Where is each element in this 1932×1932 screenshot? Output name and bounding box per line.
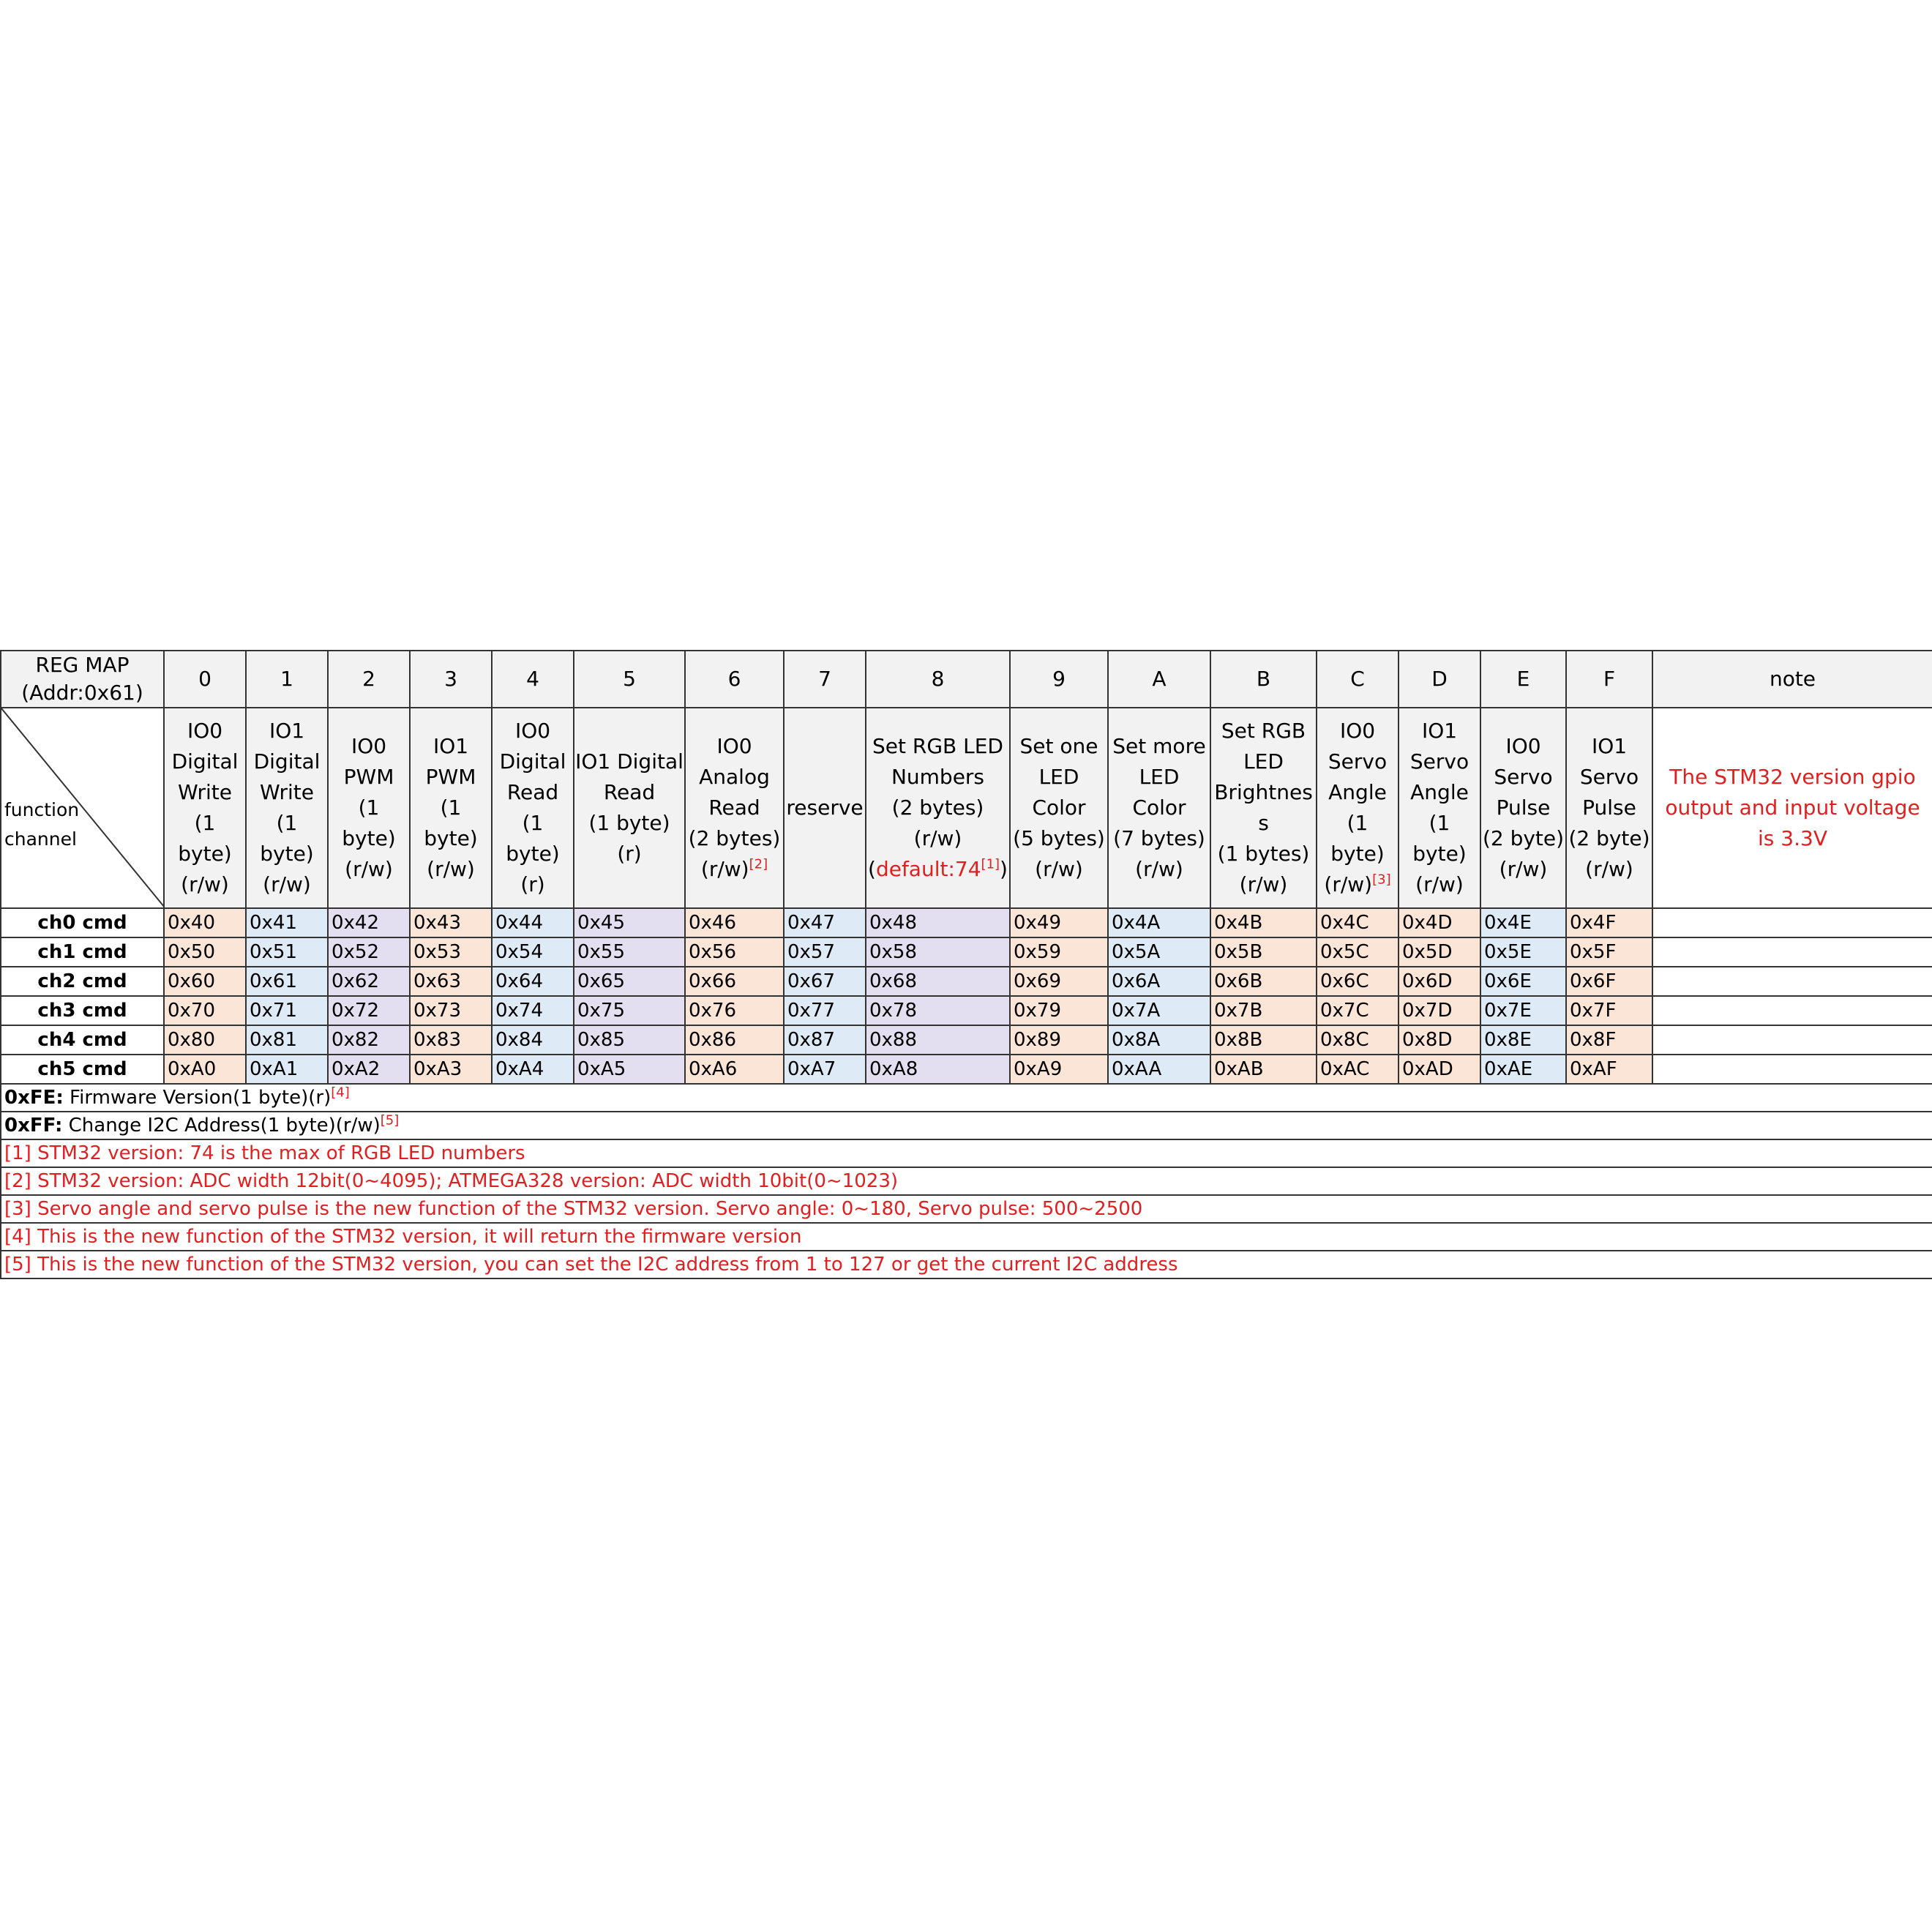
function-line: Servo: [1494, 765, 1553, 789]
footnote-ref: [5]: [380, 1112, 400, 1128]
function-line: Write: [178, 780, 232, 804]
function-line: (r/w): [1499, 857, 1548, 881]
function-cell: [246, 708, 328, 908]
register-cell: 0x7E: [1480, 996, 1566, 1025]
note-empty-cell: [1652, 937, 1932, 967]
register-cell: 0x4F: [1566, 908, 1652, 937]
function-cell: [1317, 708, 1399, 908]
function-line: IO1: [269, 719, 305, 743]
channel-name: ch4 cmd: [1, 1025, 164, 1055]
register-cell: 0x5E: [1480, 937, 1566, 967]
register-cell: 0x47: [784, 908, 866, 937]
footnote-3: [3] Servo angle and servo pulse is the new function of the STM32 version. Servo angle: 0~180, Servo pulse: 500~2500: [1, 1195, 1932, 1223]
column-header: 0: [164, 651, 246, 708]
function-line: IO0: [187, 719, 223, 743]
note-empty-cell: [1652, 967, 1932, 996]
function-line: (r/w): [700, 857, 749, 881]
function-line: IO0: [351, 734, 387, 758]
channel-row: [1, 1025, 1932, 1055]
change-address-row: [1, 1112, 1932, 1139]
function-line-wrap: [1317, 869, 1398, 900]
register-cell: 0x6F: [1566, 967, 1652, 996]
function-line: LED: [1139, 765, 1180, 789]
register-cell: 0x49: [1010, 908, 1108, 937]
function-line: Brightnes: [1214, 780, 1313, 804]
register-cell: 0xA9: [1010, 1055, 1108, 1084]
function-line: Digital: [253, 749, 321, 774]
channel-row: [1, 937, 1932, 967]
function-line: Set RGB LED: [872, 734, 1003, 758]
footnote-5: [5] This is the new function of the STM32 version, you can set the I2C address from 1 to 127 or get the current I2C address: [1, 1251, 1932, 1278]
register-cell: 0x6B: [1210, 967, 1317, 996]
register-cell: 0xA7: [784, 1055, 866, 1084]
column-header: 8: [866, 651, 1010, 708]
function-cell: [1399, 708, 1480, 908]
column-header: 6: [685, 651, 784, 708]
register-cell: 0xA0: [164, 1055, 246, 1084]
function-cell: [784, 708, 866, 908]
register-cell: 0x51: [246, 937, 328, 967]
function-line: Digital: [499, 749, 566, 774]
column-header: 3: [410, 651, 492, 708]
channel-name: ch1 cmd: [1, 937, 164, 967]
register-cell: 0xAB: [1210, 1055, 1317, 1084]
register-cell: 0x76: [685, 996, 784, 1025]
function-line: s: [1258, 811, 1269, 835]
register-cell: 0x42: [328, 908, 410, 937]
function-line: (r/w): [1415, 872, 1464, 896]
footnote-row: [1, 1139, 1932, 1167]
function-line: (1 byte): [1330, 811, 1385, 866]
register-cell: 0x6E: [1480, 967, 1566, 996]
register-cell: 0x74: [492, 996, 574, 1025]
register-cell: 0x5F: [1566, 937, 1652, 967]
footnote-row: [1, 1223, 1932, 1251]
function-line: Numbers: [891, 765, 985, 789]
footnote-row: [1, 1251, 1932, 1278]
function-label: function: [4, 799, 80, 820]
function-cell: [866, 708, 1010, 908]
function-cell: [1108, 708, 1210, 908]
function-line: Write: [260, 780, 314, 804]
function-line: PWM: [425, 765, 476, 789]
function-cell: [1480, 708, 1566, 908]
firmware-register: 0xFE:: [4, 1087, 64, 1109]
function-line: (r/w): [181, 872, 229, 896]
function-line: (r/w): [263, 872, 311, 896]
function-line: (1 byte): [424, 795, 478, 850]
function-line: Analog: [699, 765, 770, 789]
register-cell: 0x88: [866, 1025, 1010, 1055]
register-cell: 0xAD: [1399, 1055, 1480, 1084]
function-line: (2 bytes): [891, 795, 984, 820]
function-line: (r/w): [1239, 872, 1288, 896]
register-cell: 0x82: [328, 1025, 410, 1055]
function-line: (r/w): [1035, 857, 1083, 881]
register-cell: 0x59: [1010, 937, 1108, 967]
function-cell: [164, 708, 246, 908]
function-line: IO1: [1591, 734, 1628, 758]
channel-label: channel: [4, 828, 77, 850]
register-cell: 0x5D: [1399, 937, 1480, 967]
register-cell: 0x86: [685, 1025, 784, 1055]
column-header: 9: [1010, 651, 1108, 708]
function-line: (5 bytes): [1013, 826, 1105, 850]
function-line: IO0: [716, 734, 752, 758]
register-cell: 0x48: [866, 908, 1010, 937]
register-cell: 0x4B: [1210, 908, 1317, 937]
function-line: (r): [520, 872, 545, 896]
register-cell: 0x67: [784, 967, 866, 996]
function-line: (2 byte): [1482, 826, 1565, 850]
column-header: 1: [246, 651, 328, 708]
register-cell: 0xA6: [685, 1055, 784, 1084]
column-header: F: [1566, 651, 1652, 708]
header-row: [1, 651, 1932, 708]
register-cell: 0x60: [164, 967, 246, 996]
register-cell: 0xA4: [492, 1055, 574, 1084]
function-line: (r/w): [1585, 857, 1633, 881]
channel-row: [1, 908, 1932, 937]
function-line-wrap: [686, 854, 783, 885]
register-cell: 0x8B: [1210, 1025, 1317, 1055]
register-cell: 0x44: [492, 908, 574, 937]
register-cell: 0x52: [328, 937, 410, 967]
register-cell: 0x55: [574, 937, 685, 967]
reg-map-title: REG MAP: [35, 653, 130, 677]
function-line: Angle: [1410, 780, 1469, 804]
register-cell: 0x8A: [1108, 1025, 1210, 1055]
function-line: reserve: [786, 795, 864, 820]
note-header: note: [1652, 651, 1932, 708]
column-header: 5: [574, 651, 685, 708]
column-header: B: [1210, 651, 1317, 708]
note-line: is 3.3V: [1758, 826, 1827, 850]
function-line: Set one: [1019, 734, 1098, 758]
register-cell: 0xA8: [866, 1055, 1010, 1084]
function-line: IO0: [1505, 734, 1541, 758]
address-register: 0xFF:: [4, 1115, 63, 1137]
function-line: Servo: [1579, 765, 1639, 789]
footnote-ref: [2]: [749, 856, 768, 872]
register-cell: 0x43: [410, 908, 492, 937]
function-line: Servo: [1409, 749, 1469, 774]
register-cell: 0x6C: [1317, 967, 1399, 996]
register-cell: 0xAF: [1566, 1055, 1652, 1084]
register-cell: 0x7B: [1210, 996, 1317, 1025]
register-map: [0, 650, 1932, 1279]
function-cell: [328, 708, 410, 908]
function-line: Set RGB: [1221, 719, 1306, 743]
channel-row: [1, 967, 1932, 996]
function-line: Pulse: [1582, 795, 1636, 820]
register-cell: 0x4E: [1480, 908, 1566, 937]
function-line: Read: [603, 780, 656, 804]
function-line: (r/w): [427, 857, 475, 881]
function-line: IO0: [1339, 719, 1376, 743]
register-cell: 0x8E: [1480, 1025, 1566, 1055]
register-cell: 0x6D: [1399, 967, 1480, 996]
function-line: Digital: [171, 749, 239, 774]
register-cell: 0x64: [492, 967, 574, 996]
column-header: 4: [492, 651, 574, 708]
default-value: default:74: [875, 857, 981, 881]
register-cell: 0x4D: [1399, 908, 1480, 937]
function-line: (1 bytes): [1217, 842, 1310, 866]
register-cell: 0x79: [1010, 996, 1108, 1025]
channel-rows: [1, 908, 1932, 1084]
function-line: IO0: [514, 719, 551, 743]
register-cell: 0x80: [164, 1025, 246, 1055]
register-cell: 0x83: [410, 1025, 492, 1055]
register-cell: 0x46: [685, 908, 784, 937]
register-cell: 0x54: [492, 937, 574, 967]
note-cell: [1652, 708, 1932, 908]
footnote-2: [2] STM32 version: ADC width 12bit(0~4095); ATMEGA328 version: ADC width 10bit(0~1023): [1, 1167, 1932, 1195]
address-description: Change I2C Address(1 byte)(r/w): [62, 1115, 381, 1137]
function-line: (r/w): [913, 826, 962, 850]
function-line: Color: [1032, 795, 1086, 820]
function-row: [1, 708, 1932, 908]
register-cell: 0x5A: [1108, 937, 1210, 967]
footnote-row: [1, 1167, 1932, 1195]
register-cell: 0x40: [164, 908, 246, 937]
register-cell: 0x41: [246, 908, 328, 937]
register-cell: 0x4A: [1108, 908, 1210, 937]
register-cell: 0x78: [866, 996, 1010, 1025]
function-line: Servo: [1328, 749, 1388, 774]
function-line: (1 byte): [342, 795, 396, 850]
note-empty-cell: [1652, 1055, 1932, 1084]
register-cell: 0x7C: [1317, 996, 1399, 1025]
function-line: (2 byte): [1568, 826, 1650, 850]
register-cell: 0x70: [164, 996, 246, 1025]
register-cell: 0xA5: [574, 1055, 685, 1084]
function-cell: [492, 708, 574, 908]
firmware-version-row: [1, 1084, 1932, 1112]
register-cell: 0x66: [685, 967, 784, 996]
default-value-line: (default:74[1]): [868, 856, 1008, 881]
footnote-ref: [4]: [331, 1085, 350, 1101]
note-empty-cell: [1652, 1025, 1932, 1055]
function-cell: [685, 708, 784, 908]
register-cell: 0x57: [784, 937, 866, 967]
register-cell: 0x8F: [1566, 1025, 1652, 1055]
note-empty-cell: [1652, 996, 1932, 1025]
register-cell: 0x77: [784, 996, 866, 1025]
register-cell: 0x7D: [1399, 996, 1480, 1025]
function-line: (1 byte): [178, 811, 232, 866]
register-cell: 0x75: [574, 996, 685, 1025]
channel-name: ch3 cmd: [1, 996, 164, 1025]
register-cell: 0x81: [246, 1025, 328, 1055]
function-channel-corner: [1, 708, 164, 908]
register-cell: 0x7A: [1108, 996, 1210, 1025]
register-cell: 0x7F: [1566, 996, 1652, 1025]
function-line: (r): [617, 842, 642, 866]
register-cell: 0x45: [574, 908, 685, 937]
channel-row: [1, 996, 1932, 1025]
function-line: Pulse: [1496, 795, 1551, 820]
address-label: (Addr:0x61): [21, 681, 143, 705]
function-line: Color: [1132, 795, 1186, 820]
function-line: LED: [1243, 749, 1284, 774]
register-cell: 0xAA: [1108, 1055, 1210, 1084]
register-cell: 0x69: [1010, 967, 1108, 996]
register-cell: 0x62: [328, 967, 410, 996]
channel-name: ch0 cmd: [1, 908, 164, 937]
register-cell: 0x68: [866, 967, 1010, 996]
function-cell: [410, 708, 492, 908]
footnote-row: [1, 1195, 1932, 1223]
function-line: IO1: [433, 734, 469, 758]
channel-name: ch2 cmd: [1, 967, 164, 996]
register-cell: 0xA3: [410, 1055, 492, 1084]
function-line: Read: [506, 780, 559, 804]
function-line: (r/w): [1324, 872, 1373, 896]
channel-name: ch5 cmd: [1, 1055, 164, 1084]
register-cell: 0xA2: [328, 1055, 410, 1084]
footnote-4: [4] This is the new function of the STM32 version, it will return the firmware version: [1, 1223, 1932, 1251]
function-line: Read: [708, 795, 760, 820]
register-cell: 0x50: [164, 937, 246, 967]
footnote-ref: [1]: [981, 856, 1000, 872]
column-header: E: [1480, 651, 1566, 708]
register-cell: 0x65: [574, 967, 685, 996]
function-line: (7 bytes): [1113, 826, 1205, 850]
function-line: (r/w): [1135, 857, 1183, 881]
register-cell: 0x61: [246, 967, 328, 996]
firmware-description: Firmware Version(1 byte)(r): [63, 1087, 332, 1109]
register-cell: 0xAC: [1317, 1055, 1399, 1084]
register-cell: 0x8D: [1399, 1025, 1480, 1055]
function-line: Angle: [1328, 780, 1387, 804]
function-cell: [1566, 708, 1652, 908]
footnote-1: [1] STM32 version: 74 is the max of RGB LED numbers: [1, 1139, 1932, 1167]
reg-map-corner: [1, 651, 164, 708]
register-map-table: [0, 650, 1932, 1279]
note-line: output and input voltage: [1665, 795, 1920, 820]
note-empty-cell: [1652, 908, 1932, 937]
function-line: (1 byte): [260, 811, 314, 866]
function-line: (1 byte): [588, 811, 670, 835]
function-line: IO1: [1421, 719, 1458, 743]
function-line: Set more: [1112, 734, 1206, 758]
function-line: (r/w): [345, 857, 393, 881]
register-cell: 0x63: [410, 967, 492, 996]
register-cell: 0x84: [492, 1025, 574, 1055]
register-cell: 0x5C: [1317, 937, 1399, 967]
register-cell: 0xAE: [1480, 1055, 1566, 1084]
column-header: 7: [784, 651, 866, 708]
register-cell: 0x73: [410, 996, 492, 1025]
register-cell: 0x71: [246, 996, 328, 1025]
channel-row: [1, 1055, 1932, 1084]
note-line: The STM32 version gpio: [1669, 765, 1916, 789]
footnote-ref: [3]: [1372, 872, 1391, 888]
function-line: LED: [1038, 765, 1079, 789]
register-cell: 0x56: [685, 937, 784, 967]
column-header: A: [1108, 651, 1210, 708]
column-header: D: [1399, 651, 1480, 708]
column-header: 2: [328, 651, 410, 708]
register-cell: 0x87: [784, 1025, 866, 1055]
register-cell: 0x8C: [1317, 1025, 1399, 1055]
function-line: (1 byte): [506, 811, 560, 866]
change-address-cell: [1, 1112, 1932, 1139]
register-cell: 0x85: [574, 1025, 685, 1055]
register-cell: 0x53: [410, 937, 492, 967]
firmware-version-cell: [1, 1084, 1932, 1112]
function-cell: [1210, 708, 1317, 908]
register-cell: 0x5B: [1210, 937, 1317, 967]
function-cell: [1010, 708, 1108, 908]
function-line: IO1 Digital: [575, 749, 684, 774]
function-line: PWM: [343, 765, 394, 789]
function-line: (1 byte): [1412, 811, 1467, 866]
register-cell: 0xA1: [246, 1055, 328, 1084]
register-cell: 0x72: [328, 996, 410, 1025]
register-cell: 0x89: [1010, 1025, 1108, 1055]
function-line: (2 bytes): [688, 826, 781, 850]
column-header: C: [1317, 651, 1399, 708]
function-cell: [574, 708, 685, 908]
register-cell: 0x4C: [1317, 908, 1399, 937]
register-cell: 0x6A: [1108, 967, 1210, 996]
register-cell: 0x58: [866, 937, 1010, 967]
